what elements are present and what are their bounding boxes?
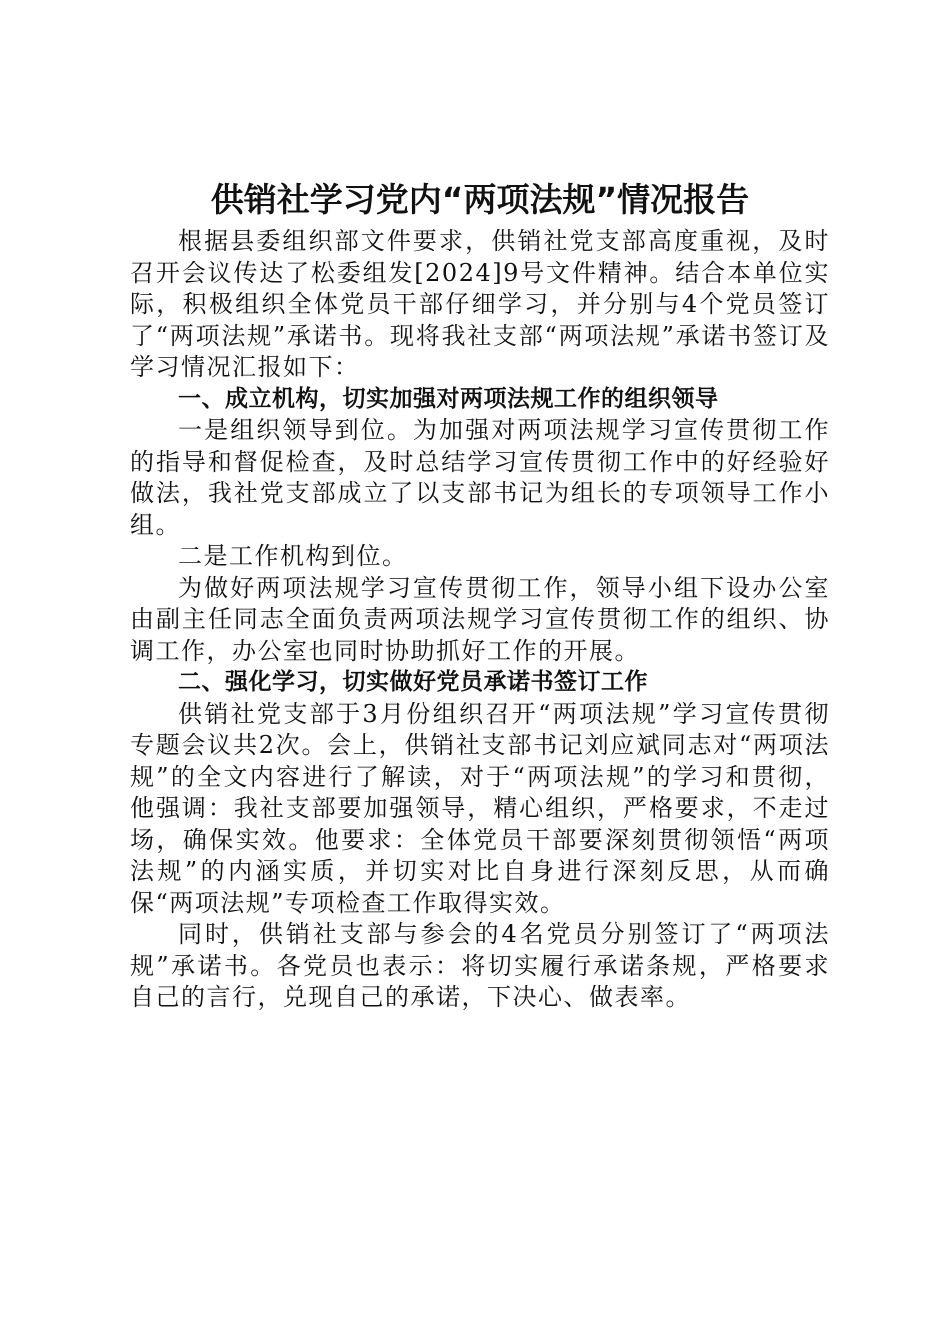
body-paragraph: 同时，供销社支部与参会的4名党员分别签订了“两项法规”承诺书。各党员也表示：将切实履行承诺条规，严格要求自己的言行，兑现自己的承诺，下决心、做表率。 xyxy=(130,920,830,1011)
intro-paragraph: 根据县委组织部文件要求，供销社党支部高度重视，及时召开会议传达了松委组发[2024]9号文件精神。结合本单位实际，积极组织全体党员干部仔细学习，并分别与4个党员签订了“两项法规”承诺书。现将我社支部“两项法规”承诺书签订及学习情况汇报如下： xyxy=(130,227,830,381)
section-heading-1: 一、成立机构，切实加强对两项法规工作的组织领导 xyxy=(178,385,719,412)
section-heading-2: 二、强化学习，切实做好党员承诺书签订工作 xyxy=(178,669,648,695)
body-paragraph: 为做好两项法规学习宣传贯彻工作，领导小组下设办公室由副主任同志全面负责两项法规学习宣传贯彻工作的组织、协调工作，办公室也同时协助抓好工作的开展。 xyxy=(130,573,830,665)
body-paragraph: 二是工作机构到位。 xyxy=(178,542,408,570)
body-paragraph: 一是组织领导到位。为加强对两项法规学习宣传贯彻工作的指导和督促检查，及时总结学习宣传贯彻工作中的好经验好做法，我社党支部成立了以支部书记为组长的专项领导工作小组。 xyxy=(130,416,830,539)
document-title: 供销社学习党内“两项法规”情况报告 xyxy=(210,180,750,219)
document-body xyxy=(130,178,830,1014)
body-paragraph: 供销社党支部于3月份组织召开“两项法规”学习宣传贯彻专题会议共2次。会上，供销社支部书记刘应斌同志对“两项法规”的全文内容进行了解读，对于“两项法规”的学习和贯彻，他强调：我社支部要加强领导，精心组织，严格要求，不走过场，确保实效。他要求：全体党员干部要深刻贯彻领悟“两项法规”的内涵实质，并切实对比自身进行深刻反思，从而确保“两项法规”专项检查工作取得实效。 xyxy=(130,699,830,917)
